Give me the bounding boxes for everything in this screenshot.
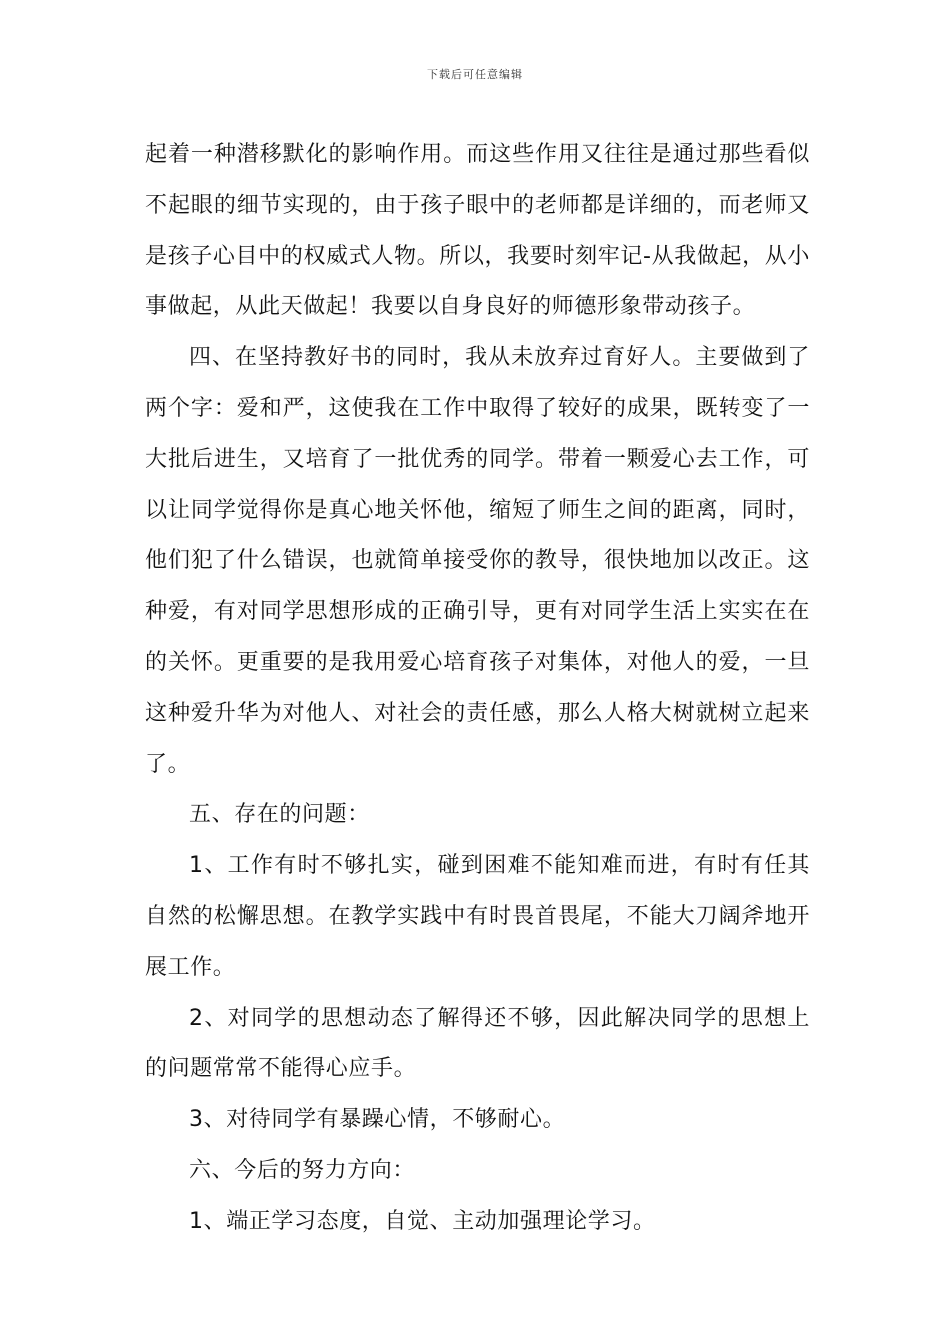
- document-body: [145, 130, 810, 1248]
- heading-problems: 五、存在的问题：: [189, 802, 370, 828]
- heading-future-direction: 六、今后的努力方向：: [189, 1157, 416, 1183]
- problem-item-1: 1、工作有时不够扎实，碰到困难不能知难而进，有时有任其自然的松懈思想。在教学实践中有时畏首畏尾，不能大刀阔斧地开展工作。: [145, 853, 810, 980]
- paragraph-continued: 起着一种潜移默化的影响作用。而这些作用又往往是通过那些看似不起眼的细节实现的，由于孩子眼中的老师都是详细的，而老师又是孩子心目中的权威式人物。所以，我要时刻牢记-从我做起，从小事做起，从此天做起！我要以自身良好的师德形象带动孩子。: [145, 142, 810, 320]
- problem-item-3: 3、对待同学有暴躁心情，不够耐心。: [189, 1107, 566, 1133]
- paragraph-section-four: 四、在坚持教好书的同时，我从未放弃过育好人。主要做到了两个字：爱和严，这使我在工作中取得了较好的成果，既转变了一大批后进生，又培育了一批优秀的同学。带着一颗爱心去工作，可以让同学觉得你是真心地关怀他，缩短了师生之间的距离，同时，他们犯了什么错误，也就简单接受你的教导，很快地加以改正。这种爱，有对同学思想形成的正确引导，更有对同学生活上实实在在的关怀。更重要的是我用爱心培育孩子对集体，对他人的爱，一旦这种爱升华为对他人、对社会的责任感，那么人格大树就树立起来了。: [145, 345, 810, 777]
- header-note: 下载后可任意编辑: [427, 68, 523, 81]
- direction-item-1: 1、端正学习态度，自觉、主动加强理论学习。: [189, 1208, 656, 1234]
- problem-item-2: 2、对同学的思想动态了解得还不够，因此解决同学的思想上的问题常常不能得心应手。: [145, 1005, 810, 1082]
